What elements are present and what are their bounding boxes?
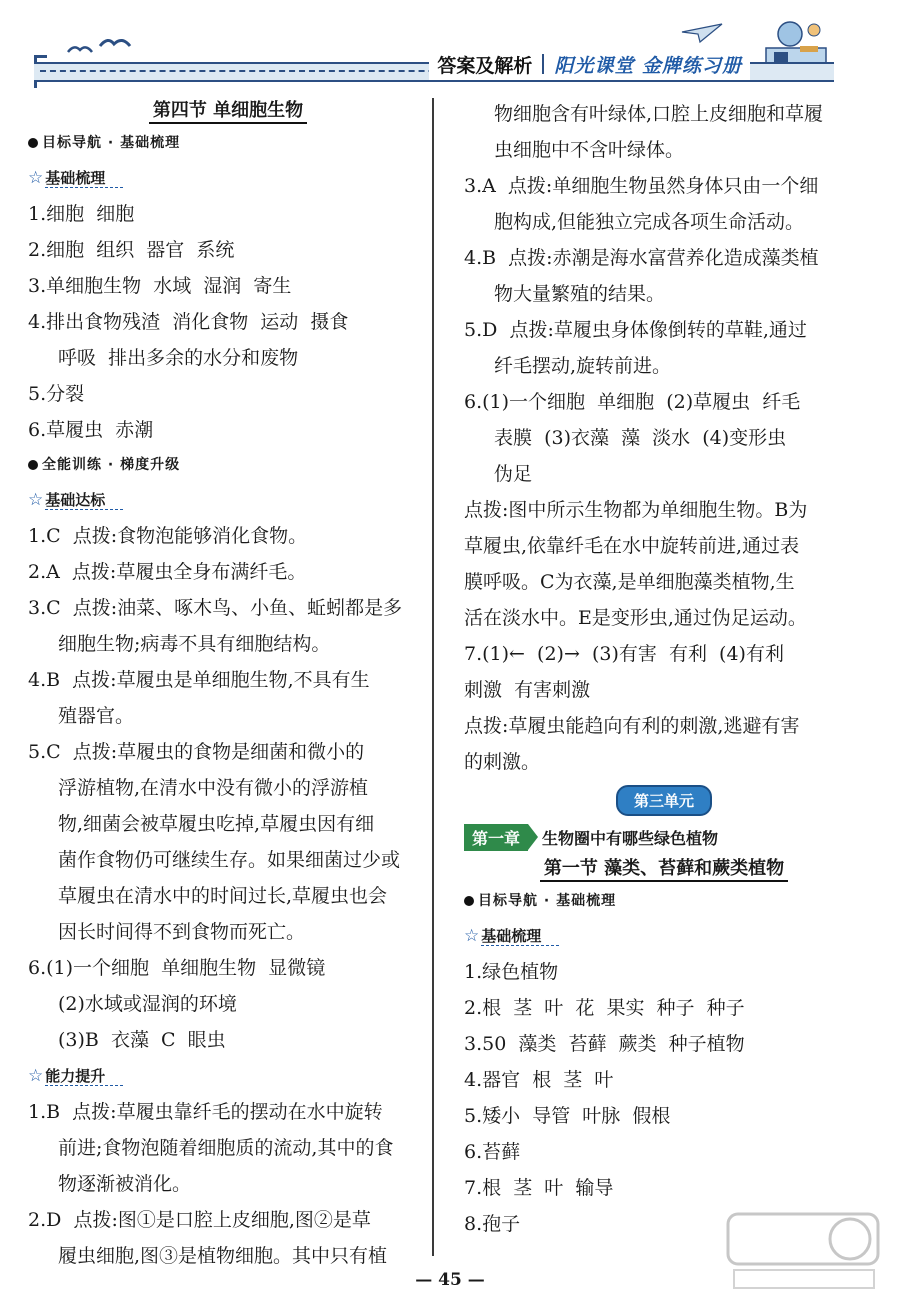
answer-line: 纤毛摆动,旋转前进。 — [494, 355, 672, 377]
column-divider — [432, 98, 434, 1256]
answer-line: 2.根 茎 叶 花 果实 种子 种子 — [464, 997, 745, 1019]
answer-line: 的刺激。 — [464, 751, 541, 773]
answers-title: 答案及解析 — [437, 54, 533, 77]
answer-line: 3.A 点拨:单细胞生物虽然身体只由一个细 — [464, 175, 819, 197]
answer-line: 呼吸 排出多余的水分和废物 — [58, 347, 299, 369]
answer-line: 6.(1)一个细胞 单细胞生物 显微镜 — [28, 957, 326, 979]
answer-line: 3.单细胞生物 水域 湿润 寄生 — [28, 275, 292, 297]
answer-line: 2.D 点拨:图①是口腔上皮细胞,图②是草 — [28, 1209, 371, 1231]
answer-line: 5.C 点拨:草履虫的食物是细菌和微小的 — [28, 741, 365, 763]
series-name: 阳光课堂 金牌练习册 — [554, 54, 742, 77]
unit-label: 第三单元 — [616, 785, 712, 816]
answer-line: 4.排出食物残渣 消化食物 运动 摄食 — [28, 311, 349, 333]
right-column — [464, 96, 864, 1242]
page-header — [0, 0, 900, 96]
answer-line: 1.绿色植物 — [464, 961, 559, 983]
answer-line: 7.(1)← (2)→ (3)有害 有利 (4)有利 — [464, 643, 784, 665]
answer-line: 表膜 (3)衣藻 藻 淡水 (4)变形虫 — [494, 427, 787, 449]
subheading-basics: ☆ 基础梳理 — [28, 160, 428, 196]
page-number: — 45 — — [415, 1270, 485, 1290]
star-icon: ☆ — [28, 490, 44, 510]
bullet-icon — [28, 138, 38, 148]
answer-line: 细胞生物;病毒不具有细胞结构。 — [58, 633, 331, 655]
answer-line: 膜呼吸。C为衣藻,是单细胞藻类植物,生 — [464, 571, 795, 593]
answer-line: 3.50 藻类 苔藓 蕨类 种子植物 — [464, 1033, 745, 1055]
section-title: 第一节 藻类、苔藓和蕨类植物 — [464, 854, 864, 884]
unit-banner — [464, 780, 864, 820]
answer-line: 前进;食物泡随着细胞质的流动,其中的食 — [58, 1137, 394, 1159]
birds-icon — [66, 36, 136, 60]
answer-line: 3.C 点拨:油菜、啄木鸟、小鱼、蚯蚓都是多 — [28, 597, 403, 619]
nav-heading: 全能训练 · 梯度升级 — [28, 448, 428, 482]
answer-line: 5.分裂 — [28, 383, 85, 405]
answer-line: 刺激 有害刺激 — [464, 679, 591, 701]
subheading-advanced: ☆ 能力提升 — [28, 1058, 428, 1094]
answer-line: 2.A 点拨:草履虫全身布满纤毛。 — [28, 561, 307, 583]
star-icon: ☆ — [28, 168, 44, 188]
paper-plane-icon — [680, 22, 724, 44]
answer-line: 4.B 点拨:赤潮是海水富营养化造成藻类植 — [464, 247, 819, 269]
answer-line: 物逐渐被消化。 — [58, 1173, 192, 1195]
answer-line: 5.D 点拨:草履虫身体像倒转的草鞋,通过 — [464, 319, 807, 341]
answer-line: 4.B 点拨:草履虫是单细胞生物,不具有生 — [28, 669, 370, 691]
section-title: 第四节 单细胞生物 — [28, 96, 428, 126]
subheading-basics: ☆ 基础梳理 — [464, 918, 864, 954]
answer-line: 活在淡水中。E是变形虫,通过伪足运动。 — [464, 607, 807, 629]
answer-line: 因长时间得不到食物而死亡。 — [58, 921, 306, 943]
header-title — [429, 48, 750, 80]
nav-heading: 目标导航 · 基础梳理 — [464, 884, 864, 918]
answer-line: (3)B 衣藻 C 眼虫 — [58, 1029, 226, 1051]
answer-line: 6.(1)一个细胞 单细胞 (2)草履虫 纤毛 — [464, 391, 801, 413]
left-column — [28, 96, 428, 1274]
answer-line: 虫细胞中不含叶绿体。 — [494, 139, 685, 161]
answer-line: 5.矮小 导管 叶脉 假根 — [464, 1105, 671, 1127]
answer-line: 草履虫在清水中的时间过长,草履虫也会 — [58, 885, 388, 907]
star-icon: ☆ — [28, 1066, 44, 1086]
answer-line: 履虫细胞,图③是植物细胞。其中只有植 — [58, 1245, 388, 1267]
answer-line: 浮游植物,在清水中没有微小的浮游植 — [58, 777, 369, 799]
bullet-icon — [28, 460, 38, 470]
answer-line: 物大量繁殖的结果。 — [494, 283, 666, 305]
answer-line: 4.器官 根 茎 叶 — [464, 1069, 614, 1091]
header-separator — [542, 54, 544, 74]
answer-line: 8.孢子 — [464, 1213, 521, 1235]
answer-line: 1.C 点拨:食物泡能够消化食物。 — [28, 525, 308, 547]
chapter-tag: 第一章 — [464, 824, 528, 851]
star-icon: ☆ — [464, 926, 480, 946]
answer-line: (2)水域或湿润的环境 — [58, 993, 237, 1015]
answer-line: 6.草履虫 赤潮 — [28, 419, 154, 441]
chapter-title: 生物圈中有哪些绿色植物 — [542, 828, 719, 848]
answer-line: 1.B 点拨:草履虫靠纤毛的摆动在水中旋转 — [28, 1101, 383, 1123]
answer-line: 物,细菌会被草履虫吃掉,草履虫因有细 — [58, 813, 375, 835]
answer-line: 伪足 — [494, 463, 533, 485]
answer-line: 草履虫,依靠纤毛在水中旋转前进,通过表 — [464, 535, 800, 557]
answer-line: 点拨:图中所示生物都为单细胞生物。B为 — [464, 499, 808, 521]
answer-line: 菌作食物仍可继续生存。如果细菌过少或 — [58, 849, 401, 871]
answer-line: 殖器官。 — [58, 705, 135, 727]
answer-line: 6.苔藓 — [464, 1141, 521, 1163]
answer-line: 1.细胞 细胞 — [28, 203, 135, 225]
answer-line: 点拨:草履虫能趋向有利的刺激,逃避有害 — [464, 715, 800, 737]
bullet-icon — [464, 896, 474, 906]
chapter-heading — [464, 820, 864, 854]
subheading-standard: ☆ 基础达标 — [28, 482, 428, 518]
answer-line: 7.根 茎 叶 输导 — [464, 1177, 614, 1199]
answer-line: 2.细胞 组织 器官 系统 — [28, 239, 235, 261]
answer-line: 物细胞含有叶绿体,口腔上皮细胞和草履 — [494, 103, 824, 125]
answer-line: 胞构成,但能独立完成各项生命活动。 — [494, 211, 805, 233]
nav-heading: 目标导航 · 基础梳理 — [28, 126, 428, 160]
